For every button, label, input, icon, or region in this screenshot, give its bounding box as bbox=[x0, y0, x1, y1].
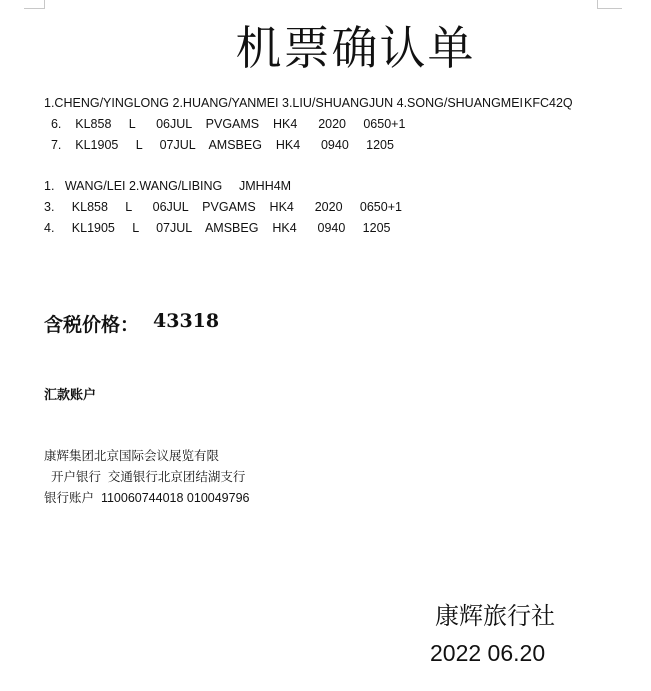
agency-name: 康辉旅行社 bbox=[435, 602, 555, 630]
bank-company: 康辉集团北京国际会议展览有限 bbox=[44, 449, 220, 463]
bank-branch: 开户银行 交通银行北京团结湖支行 bbox=[44, 470, 246, 484]
group2-segment-1: 3. KL858 L 06JUL PVGAMS HK4 2020 0650+1 bbox=[44, 200, 402, 214]
bank-account: 银行账户 110060744018 010049796 bbox=[44, 491, 250, 505]
crop-mark-top-right bbox=[597, 0, 622, 9]
issue-date: 2022 06.20 bbox=[430, 640, 546, 666]
group2-pnr: JMHH4M bbox=[239, 179, 292, 193]
price-value: 43318 bbox=[153, 310, 220, 332]
group2-segment-2: 4. KL1905 L 07JUL AMSBEG HK4 0940 1205 bbox=[44, 221, 391, 235]
group1-segment-1: 6. KL858 L 06JUL PVGAMS HK4 2020 0650+1 bbox=[44, 117, 406, 131]
crop-mark-top-left bbox=[24, 0, 45, 9]
group2-passengers: 1. WANG/LEI 2.WANG/LIBING bbox=[44, 179, 223, 193]
price-label: 含税价格： bbox=[44, 314, 140, 336]
bank-heading: 汇款账户 bbox=[44, 387, 97, 402]
group1-passengers: 1.CHENG/YINGLONG 2.HUANG/YANMEI 3.LIU/SHUANGJUN 4.SONG/SHUANGMEI bbox=[44, 96, 524, 110]
group1-pnr: KFC42Q bbox=[524, 96, 573, 110]
document-title: 机票确认单 bbox=[235, 21, 476, 75]
group1-segment-2: 7. KL1905 L 07JUL AMSBEG HK4 0940 1205 bbox=[44, 138, 394, 152]
